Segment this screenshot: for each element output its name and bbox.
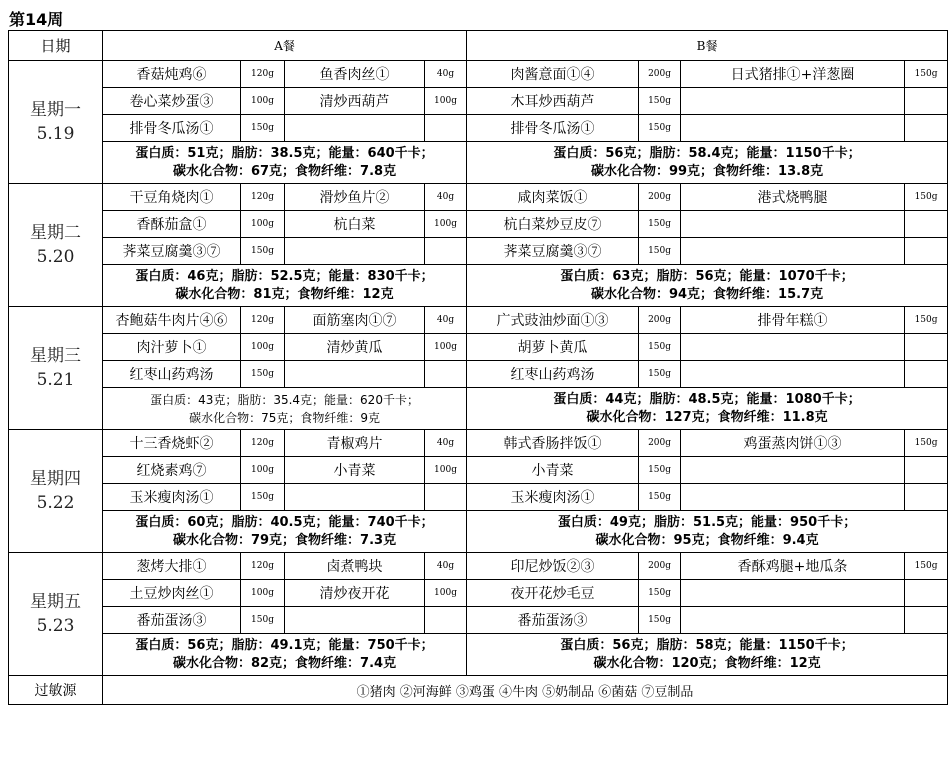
day-cell [9, 307, 103, 430]
nutrition-line-macros: 蛋白质：46克；脂肪：52.5克；能量：830千卡； [135, 268, 434, 284]
dish-name: 广式豉油炒面①③ [467, 307, 639, 334]
dish-name: 港式烧鸭腿 [681, 184, 905, 211]
allergen-label: 过敏源 [9, 676, 103, 705]
dish-name: 胡萝卜黄瓜 [467, 334, 639, 361]
meal-a-nutrition [103, 511, 467, 553]
dish-row [9, 334, 948, 361]
date-label: 5.22 [36, 493, 75, 513]
header-row [9, 31, 948, 61]
meal-a-nutrition [103, 634, 467, 676]
dish-weight: 150g [639, 457, 681, 484]
dish-name [285, 115, 425, 142]
dish-name: 番茄蛋汤③ [467, 607, 639, 634]
dish-row [9, 88, 948, 115]
dish-weight: 150g [241, 361, 285, 388]
dish-name: 卷心菜炒蛋③ [103, 88, 241, 115]
dish-weight: 150g [639, 484, 681, 511]
dish-weight: 100g [425, 88, 467, 115]
dish-name: 香菇炖鸡⑥ [103, 61, 241, 88]
dish-weight: 100g [425, 211, 467, 238]
dish-name: 荠菜豆腐羹③⑦ [103, 238, 241, 265]
dish-name: 排骨冬瓜汤① [103, 115, 241, 142]
dish-weight: 200g [639, 307, 681, 334]
dish-weight: 120g [241, 553, 285, 580]
dish-weight [905, 607, 948, 634]
dish-weight: 40g [425, 61, 467, 88]
dish-name [681, 88, 905, 115]
dish-row [9, 457, 948, 484]
dish-name: 葱烤大排① [103, 553, 241, 580]
dish-weight: 150g [639, 334, 681, 361]
dish-weight: 150g [639, 238, 681, 265]
dish-name [285, 484, 425, 511]
dish-weight: 150g [241, 607, 285, 634]
dish-weight: 150g [639, 211, 681, 238]
dish-name: 番茄蛋汤③ [103, 607, 241, 634]
dish-name [681, 361, 905, 388]
nutrition-line-macros: 蛋白质：60克；脂肪：40.5克；能量：740千卡； [135, 514, 434, 530]
dish-weight [425, 361, 467, 388]
nutrition-line-carbs-fiber: 碳水化合物：82克；食物纤维：7.4克 [172, 655, 397, 671]
dish-name [681, 334, 905, 361]
nutrition-line-macros: 蛋白质：63克；脂肪：56克；能量：1070千卡； [560, 268, 854, 284]
dish-name: 红烧素鸡⑦ [103, 457, 241, 484]
allergen-legend: ①猪肉 ②河海鲜 ③鸡蛋 ④牛肉 ⑤奶制品 ⑥菌菇 ⑦豆制品 [103, 676, 948, 705]
nutrition-row [9, 142, 948, 184]
dish-weight: 120g [241, 307, 285, 334]
dish-weight [905, 88, 948, 115]
nutrition-line-carbs-fiber: 碳水化合物：127克；食物纤维：11.8克 [586, 409, 828, 425]
dish-name: 十三香烧虾② [103, 430, 241, 457]
dish-name: 玉米瘦肉汤① [467, 484, 639, 511]
meal-b-nutrition [467, 142, 948, 184]
dish-weight: 150g [905, 430, 948, 457]
dish-weight: 200g [639, 553, 681, 580]
nutrition-line-carbs-fiber: 碳水化合物：99克；食物纤维：13.8克 [590, 163, 824, 179]
dish-name: 肉汁萝卜① [103, 334, 241, 361]
meal-a-nutrition [103, 388, 467, 430]
dish-row [9, 553, 948, 580]
dish-weight: 100g [425, 334, 467, 361]
dish-name: 木耳炒西葫芦 [467, 88, 639, 115]
dish-row [9, 307, 948, 334]
nutrition-row [9, 265, 948, 307]
weekday-label: 星期五 [30, 592, 81, 612]
day-cell [9, 184, 103, 307]
dish-name [285, 361, 425, 388]
dish-weight: 150g [905, 61, 948, 88]
dish-weight: 200g [639, 184, 681, 211]
dish-weight: 100g [425, 580, 467, 607]
dish-name: 鸡蛋蒸肉饼①③ [681, 430, 905, 457]
dish-name: 青椒鸡片 [285, 430, 425, 457]
dish-name: 干豆角烧肉① [103, 184, 241, 211]
dish-row [9, 430, 948, 457]
nutrition-row [9, 388, 948, 430]
dish-weight [905, 361, 948, 388]
date-label: 5.20 [36, 247, 75, 267]
meal-b-nutrition [467, 634, 948, 676]
date-label: 5.21 [36, 370, 75, 390]
dish-row [9, 484, 948, 511]
week-title: 第14周 [9, 10, 64, 29]
day-cell [9, 430, 103, 553]
dish-name: 日式猪排①+洋葱圈 [681, 61, 905, 88]
dish-weight [905, 238, 948, 265]
dish-name: 肉酱意面①④ [467, 61, 639, 88]
nutrition-line-macros: 蛋白质：56克；脂肪：58克；能量：1150千卡； [560, 637, 854, 653]
nutrition-line-carbs-fiber: 碳水化合物：95克；食物纤维：9.4克 [595, 532, 819, 548]
dish-weight: 100g [241, 457, 285, 484]
dish-name: 玉米瘦肉汤① [103, 484, 241, 511]
date-label: 5.19 [36, 124, 75, 144]
dish-weight: 120g [241, 184, 285, 211]
meal-a-header: A餐 [103, 31, 467, 61]
dish-weight [905, 484, 948, 511]
weekly-menu-table [8, 30, 948, 705]
weekday-label: 星期三 [30, 346, 81, 366]
weekday-label: 星期二 [30, 223, 81, 243]
dish-weight: 100g [425, 457, 467, 484]
dish-name [285, 607, 425, 634]
nutrition-line-macros: 蛋白质：49克；脂肪：51.5克；能量：950千卡； [557, 514, 857, 530]
dish-weight: 40g [425, 553, 467, 580]
dish-weight: 150g [639, 580, 681, 607]
dish-name [681, 457, 905, 484]
date-label: 5.23 [36, 616, 75, 636]
dish-name: 清炒夜开花 [285, 580, 425, 607]
dish-name: 杭白菜炒豆皮⑦ [467, 211, 639, 238]
dish-name: 杭白菜 [285, 211, 425, 238]
dish-name: 清炒西葫芦 [285, 88, 425, 115]
nutrition-line-carbs-fiber: 碳水化合物：81克；食物纤维：12克 [175, 286, 394, 302]
dish-weight [905, 334, 948, 361]
dish-name: 清炒黄瓜 [285, 334, 425, 361]
dish-weight: 150g [905, 307, 948, 334]
day-cell [9, 553, 103, 676]
dish-name [681, 238, 905, 265]
dish-name: 荠菜豆腐羹③⑦ [467, 238, 639, 265]
dish-weight [425, 484, 467, 511]
dish-name [681, 211, 905, 238]
dish-row [9, 580, 948, 607]
nutrition-row [9, 634, 948, 676]
dish-row [9, 238, 948, 265]
dish-name [681, 484, 905, 511]
nutrition-line-macros: 蛋白质：44克；脂肪：48.5克；能量：1080千卡； [553, 391, 861, 407]
date-column-header: 日期 [9, 31, 103, 61]
dish-name: 咸肉菜饭① [467, 184, 639, 211]
dish-name: 韩式香肠拌饭① [467, 430, 639, 457]
dish-weight: 150g [639, 88, 681, 115]
dish-name: 面筋塞肉①⑦ [285, 307, 425, 334]
dish-name [681, 607, 905, 634]
dish-row [9, 115, 948, 142]
nutrition-line-carbs-fiber: 碳水化合物：120克；食物纤维：12克 [593, 655, 821, 671]
dish-weight [425, 115, 467, 142]
dish-name: 红枣山药鸡汤 [103, 361, 241, 388]
dish-weight: 100g [241, 211, 285, 238]
dish-name [285, 238, 425, 265]
dish-weight: 40g [425, 184, 467, 211]
dish-row [9, 361, 948, 388]
dish-weight: 100g [241, 334, 285, 361]
nutrition-line-macros: 蛋白质：56克；脂肪：49.1克；能量：750千卡； [135, 637, 434, 653]
dish-weight [425, 607, 467, 634]
dish-weight: 150g [639, 607, 681, 634]
dish-weight [905, 115, 948, 142]
dish-weight: 120g [241, 61, 285, 88]
dish-weight: 150g [639, 115, 681, 142]
dish-name [681, 115, 905, 142]
dish-name: 排骨冬瓜汤① [467, 115, 639, 142]
dish-weight: 100g [241, 88, 285, 115]
weekday-label: 星期四 [30, 469, 81, 489]
dish-name: 排骨年糕① [681, 307, 905, 334]
dish-weight: 200g [639, 61, 681, 88]
allergen-row [9, 676, 948, 705]
dish-weight: 150g [639, 361, 681, 388]
dish-row [9, 184, 948, 211]
nutrition-row [9, 511, 948, 553]
meal-a-nutrition [103, 142, 467, 184]
dish-name: 印尼炒饭②③ [467, 553, 639, 580]
meal-a-nutrition [103, 265, 467, 307]
dish-weight [905, 457, 948, 484]
dish-name: 鱼香肉丝① [285, 61, 425, 88]
dish-name: 小青菜 [285, 457, 425, 484]
nutrition-line-carbs-fiber: 碳水化合物：79克；食物纤维：7.3克 [172, 532, 397, 548]
dish-weight: 200g [639, 430, 681, 457]
nutrition-line-macros: 蛋白质：43克；脂肪：35.4克；能量：620千卡； [150, 392, 419, 407]
dish-row [9, 61, 948, 88]
dish-weight: 150g [905, 184, 948, 211]
day-cell [9, 61, 103, 184]
nutrition-line-carbs-fiber: 碳水化合物：94克；食物纤维：15.7克 [590, 286, 824, 302]
dish-weight: 150g [241, 484, 285, 511]
dish-weight [905, 211, 948, 238]
dish-weight: 40g [425, 307, 467, 334]
dish-row [9, 607, 948, 634]
nutrition-line-carbs-fiber: 碳水化合物：67克；食物纤维：7.8克 [172, 163, 397, 179]
dish-name: 滑炒鱼片② [285, 184, 425, 211]
dish-weight [425, 238, 467, 265]
dish-row [9, 211, 948, 238]
dish-name: 夜开花炒毛豆 [467, 580, 639, 607]
meal-b-nutrition [467, 388, 948, 430]
dish-name: 杏鲍菇牛肉片④⑥ [103, 307, 241, 334]
dish-name: 香酥鸡腿+地瓜条 [681, 553, 905, 580]
dish-weight: 100g [241, 580, 285, 607]
dish-name: 卤煮鸭块 [285, 553, 425, 580]
dish-weight [905, 580, 948, 607]
meal-b-nutrition [467, 511, 948, 553]
dish-weight: 40g [425, 430, 467, 457]
meal-b-header: B餐 [467, 31, 948, 61]
dish-weight: 150g [241, 238, 285, 265]
meal-b-nutrition [467, 265, 948, 307]
dish-name: 土豆炒肉丝① [103, 580, 241, 607]
dish-weight: 120g [241, 430, 285, 457]
dish-name: 红枣山药鸡汤 [467, 361, 639, 388]
dish-weight: 150g [241, 115, 285, 142]
dish-weight: 150g [905, 553, 948, 580]
dish-name: 香酥茄盒① [103, 211, 241, 238]
nutrition-line-macros: 蛋白质：56克；脂肪：58.4克；能量：1150千卡； [553, 145, 861, 161]
nutrition-line-carbs-fiber: 碳水化合物：75克；食物纤维：9克 [189, 410, 380, 425]
nutrition-line-macros: 蛋白质：51克；脂肪：38.5克；能量：640千卡； [135, 145, 434, 161]
dish-name: 小青菜 [467, 457, 639, 484]
dish-name [681, 580, 905, 607]
weekday-label: 星期一 [30, 100, 81, 120]
